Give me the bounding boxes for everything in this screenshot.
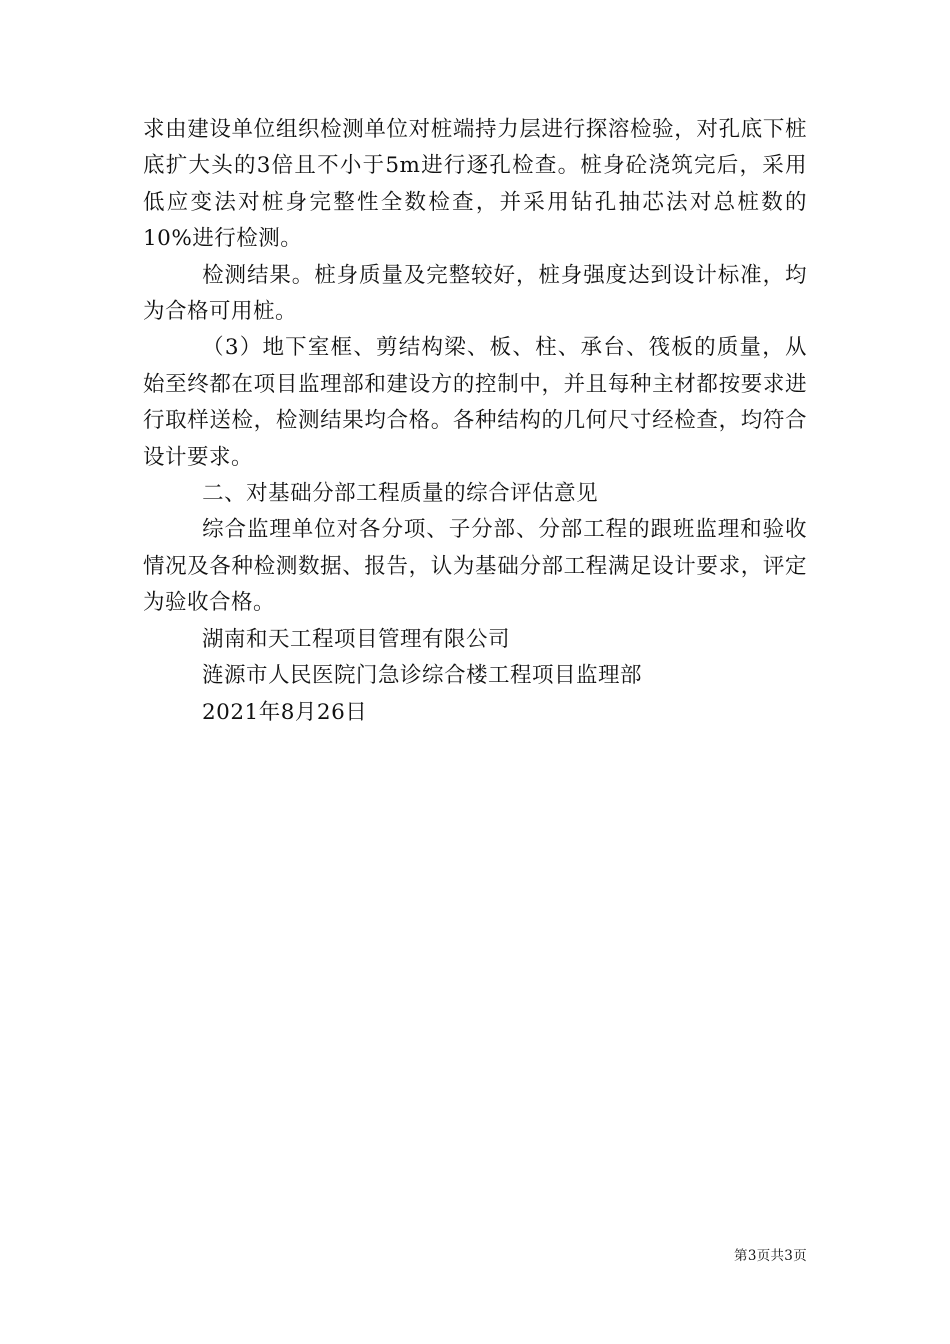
page-number-footer: 第3页共3页	[734, 1248, 807, 1264]
section-heading-assessment: 二、对基础分部工程质量的综合评估意见	[202, 481, 599, 507]
signature-company: 湖南和天工程项目管理有限公司	[202, 626, 511, 652]
paragraph-pile-inspection: 求由建设单位组织检测单位对桩端持力层进行探溶检验，对孔底下桩底扩大头的3倍且不小于5m进行逐孔检查。桩身砼浇筑完后，采用低应变法对桩身完整性全数检查，并采用钻孔抽芯法对总桩数的10%进行检测。	[143, 117, 807, 252]
signature-date: 2021年8月26日	[202, 699, 368, 725]
signature-department: 涟源市人民医院门急诊综合楼工程项目监理部	[202, 663, 643, 689]
paragraph-test-results: 检测结果。桩身质量及完整较好，桩身强度达到设计标准，均为合格可用桩。	[143, 262, 807, 325]
document-body	[143, 112, 807, 731]
paragraph-basement-structure: （3）地下室框、剪结构梁、板、柱、承台、筏板的质量，从始至终都在项目监理部和建设方的控制中，并且每种主材都按要求进行取样送检，检测结果均合格。各种结构的几何尺寸经检查，均符合设计要求。	[143, 335, 807, 470]
paragraph-assessment-opinion: 综合监理单位对各分项、子分部、分部工程的跟班监理和验收情况及各种检测数据、报告，认为基础分部工程满足设计要求，评定为验收合格。	[143, 517, 807, 616]
